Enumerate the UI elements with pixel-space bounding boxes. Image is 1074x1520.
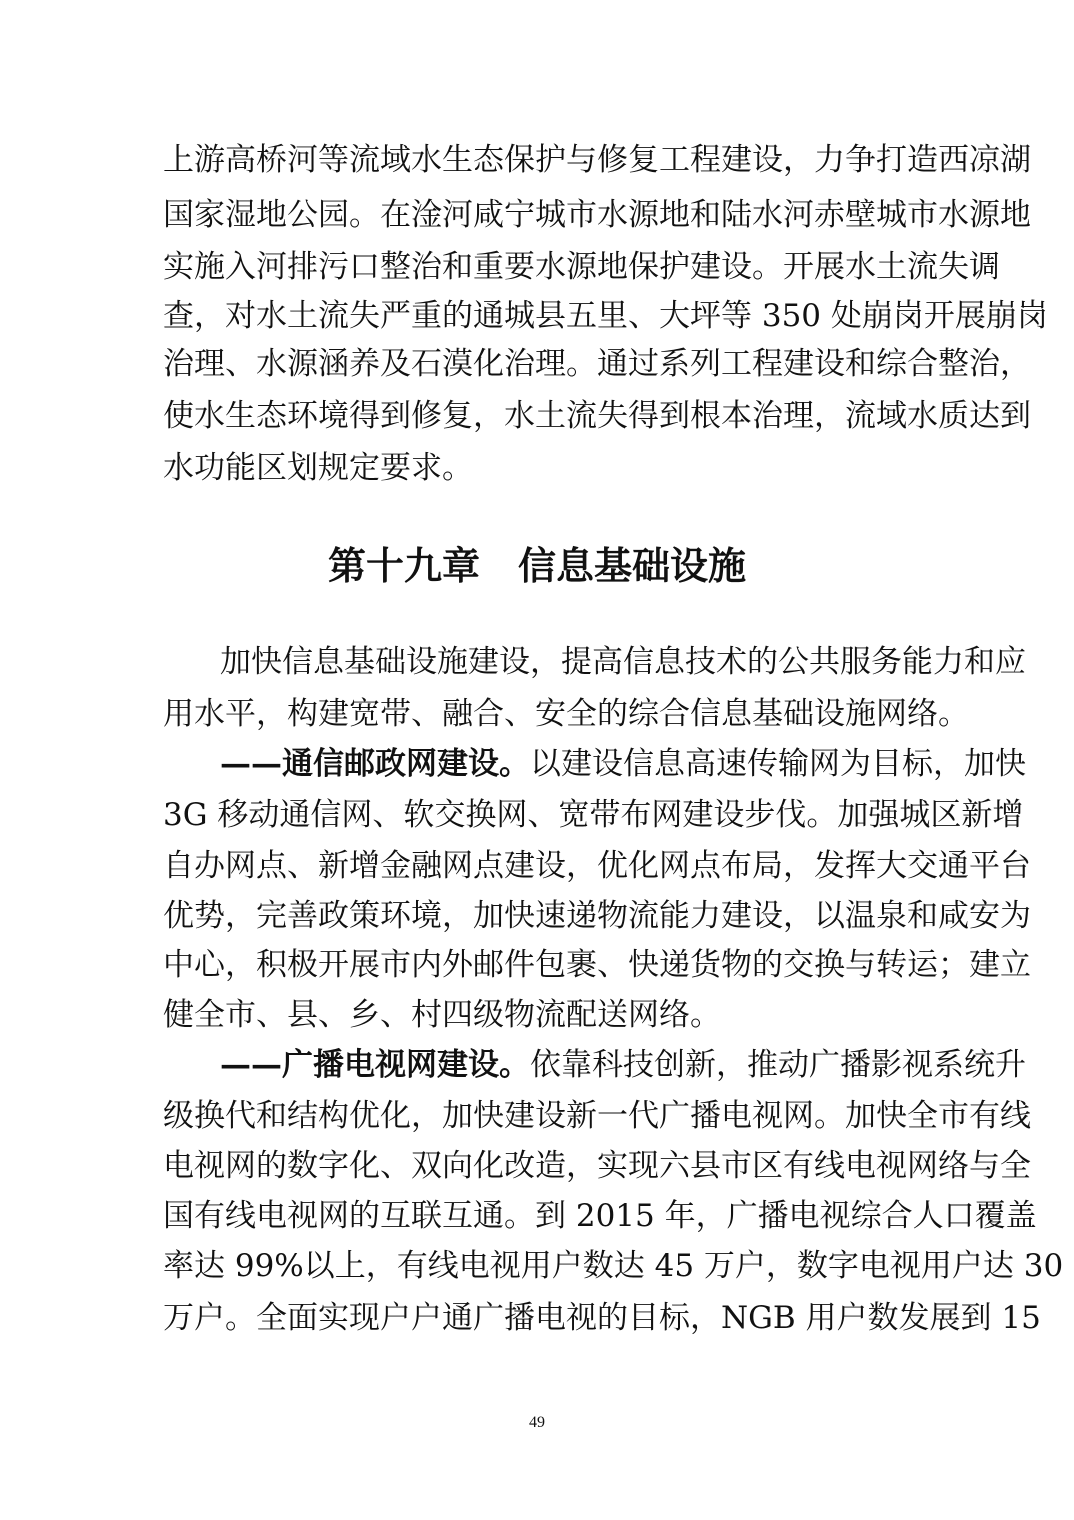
section-first-line — [220, 744, 1026, 784]
paragraph-line: 治理、水源涵养及石漠化治理。通过系列工程建设和综合整治， — [163, 346, 1031, 382]
paragraph-line: 用水平，构建宽带、融合、安全的综合信息基础设施网络。 — [163, 696, 969, 732]
paragraph-line: 万户。全面实现户户通广播电视的目标，NGB 用户数发展到 15 — [163, 1300, 1041, 1336]
paragraph-line: 上游高桥河等流域水生态保护与修复工程建设，力争打造西凉湖 — [163, 142, 1031, 178]
paragraph-line: 查，对水土流失严重的通城县五里、大坪等 350 处崩岗开展崩岗 — [163, 298, 1048, 334]
paragraph-line: 自办网点、新增金融网点建设，优化网点布局，发挥大交通平台 — [163, 848, 1031, 884]
section-heading-broadcast: ——广播电视网建设。 — [220, 1047, 530, 1083]
paragraph-line: 率达 99%以上，有线电视用户数达 45 万户，数字电视用户达 30 — [163, 1248, 1064, 1284]
paragraph-line: 使水生态环境得到修复，水土流失得到根本治理，流域水质达到 — [163, 398, 1031, 434]
paragraph-line: 中心，积极开展市内外邮件包裹、快递货物的交换与转运；建立 — [163, 947, 1031, 983]
paragraph-line: 加快信息基础设施建设，提高信息技术的公共服务能力和应 — [220, 644, 1026, 680]
section-first-line-text: 以建设信息高速传输网为目标，加快 — [530, 746, 1026, 782]
paragraph-line: 国有线电视网的互联互通。到 2015 年，广播电视综合人口覆盖 — [163, 1198, 1037, 1234]
section-heading-telecom: ——通信邮政网建设。 — [220, 746, 530, 782]
section-first-line-text: 依靠科技创新，推动广播影视系统升 — [530, 1047, 1026, 1083]
paragraph-line: 健全市、县、乡、村四级物流配送网络。 — [163, 997, 721, 1033]
paragraph-line: 优势，完善政策环境，加快速递物流能力建设，以温泉和咸安为 — [163, 898, 1031, 934]
paragraph-line: 电视网的数字化、双向化改造，实现六县市区有线电视网络与全 — [163, 1148, 1031, 1184]
paragraph-line: 级换代和结构优化，加快建设新一代广播电视网。加快全市有线 — [163, 1098, 1031, 1134]
paragraph-line: 实施入河排污口整治和重要水源地保护建设。开展水土流失调 — [163, 249, 1000, 285]
section-first-line — [220, 1045, 1026, 1085]
paragraph-line: 水功能区划规定要求。 — [163, 450, 473, 486]
chapter-title: 第十九章 信息基础设施 — [327, 543, 746, 588]
paragraph-line: 国家湿地公园。在淦河咸宁城市水源地和陆水河赤壁城市水源地 — [163, 197, 1031, 233]
paragraph-line: 3G 移动通信网、软交换网、宽带布网建设步伐。加强城区新增 — [163, 797, 1024, 833]
page-number: 49 — [529, 1414, 545, 1431]
